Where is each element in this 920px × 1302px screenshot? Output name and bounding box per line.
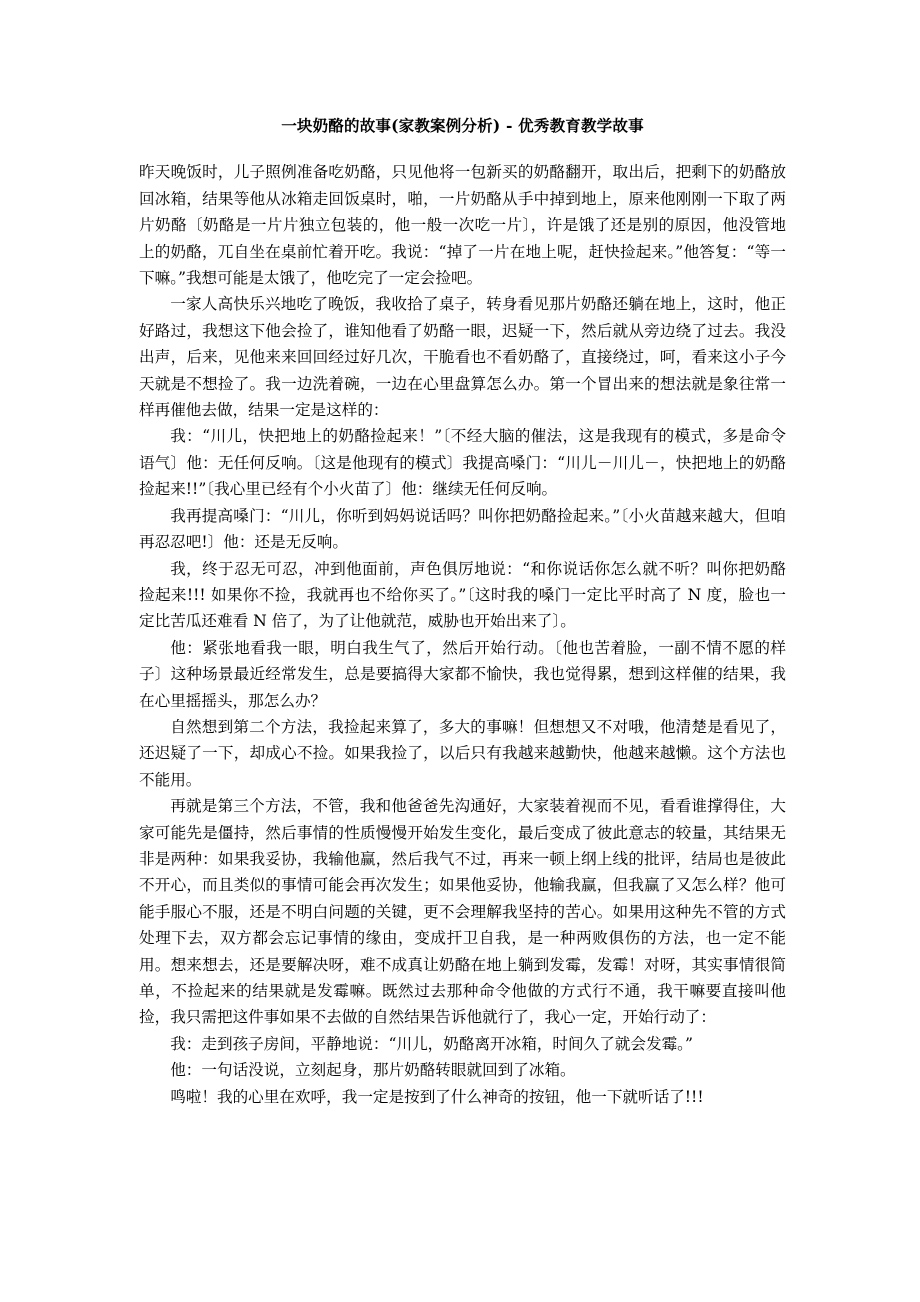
paragraph: 昨天晚饭时，儿子照例准备吃奶酪，只见他将一包新买的奶酪翻开，取出后，把剩下的奶酪放回冰箱，结果等他从冰箱走回饭桌时，啪，一片奶酪从手中掉到地上，原来他刚刚一下取了两片奶酪〔奶酪是一片片独立包装的，他一般一次吃一片〕，许是饿了还是别的原因，他没管地上的奶酪，兀自坐在桌前忙着开吃。我说：“掉了一片在地上呢，赶快捡起来。”他答复：“等一下嘛。”我想可能是太饿了，他吃完了一定会捡吧。 (139, 163, 786, 288)
paragraph-list (139, 159, 786, 1110)
paragraph: 一家人高快乐兴地吃了晚饭，我收拾了桌子，转身看见那片奶酪还躺在地上，这时，他正好路过，我想这下他会捡了，谁知他看了奶酪一眼，迟疑一下，然后就从旁边绕了过去。我没出声，后来，见他来来回回经过好几次，干脆看也不看奶酪了，直接绕过，呵，看来这小子今天就是不想捡了。我一边洗着碗，一边在心里盘算怎么办。第一个冒出来的想法就是象往常一样再催他去做，结果一定是这样的： (139, 295, 786, 420)
paragraph: 他：紧张地看我一眼，明白我生气了，然后开始行动。〔他也苦着脸，一副不情不愿的样子〕这种场景最近经常发生，总是要搞得大家都不愉快，我也觉得累，想到这样催的结果，我在心里摇摇头，那怎么办？ (139, 638, 786, 710)
paragraph: 我再提高嗓门：“川儿，你听到妈妈说话吗？叫你把奶酪捡起来。”〔小火苗越来越大，但咱再忍忍吧!〕他：还是无反响。 (139, 506, 786, 552)
page-title: 一块奶酪的故事(家教案例分析) - 优秀教育教学故事 (281, 116, 644, 135)
paragraph: 再就是第三个方法，不管，我和他爸爸先沟通好，大家装着视而不见，看看谁撑得住，大家可能先是僵持，然后事情的性质慢慢开始发生变化，最后变成了彼此意志的较量，其结果无非是两种：如果我妥协，我输他赢，然后我气不过，再来一顿上纲上线的批评，结局也是彼此不开心，而且类似的事情可能会再次发生；如果他妥协，他输我赢，但我赢了又怎么样？他可能手服心不服，还是不明白问题的关键，更不会理解我坚持的苦心。如果用这种先不管的方式处理下去，双方都会忘记事情的缘由，变成扞卫自我，是一种两败俱伤的方法，也一定不能用。想来想去，还是要解决呀，难不成真让奶酪在地上躺到发霉，发霉！对呀，其实事情很简单，不捡起来的结果就是发霉嘛。既然过去那种命令他做的方式行不通，我干嘛要直接叫他捡，我只需把这件事如果不去做的自然结果告诉他就行了，我心一定，开始行动了： (139, 797, 786, 1027)
paragraph: 我：“川儿，快把地上的奶酪捡起来！”〔不经大脑的催法，这是我现有的模式，多是命令语气〕他：无任何反响。〔这是他现有的模式〕我提高嗓门：“川儿－川儿－，快把地上的奶酪捡起来!!”〔我心里已经有个小火苗了〕他：继续无任何反响。 (139, 427, 786, 499)
paragraph: 他：一句话没说，立刻起身，那片奶酪转眼就回到了冰箱。 (170, 1061, 576, 1080)
paragraph: 我：走到孩子房间，平静地说：“川儿，奶酪离开冰箱，时间久了就会发霉。” (170, 1034, 693, 1053)
paragraph: 鸣啦！我的心里在欢呼，我一定是按到了什么神奇的按钮，他一下就听话了!!! (170, 1087, 704, 1106)
document-body (139, 113, 786, 1110)
paragraph: 自然想到第二个方法，我捡起来算了，多大的事嘛！但想想又不对哦，他清楚是看见了，还迟疑了一下，却成心不捡。如果我捡了，以后只有我越来越勤快，他越来越懒。这个方法也不能用。 (139, 717, 786, 789)
paragraph: 我，终于忍无可忍，冲到他面前，声色俱厉地说：“和你说话你怎么就不听？叫你把奶酪捡起来!!! 如果你不捡，我就再也不给你买了。”〔这时我的嗓门一定比平时高了 N 度，脸也一定比苦瓜还难看 N 倍了，为了让他就范，威胁也开始出来了〕。 (139, 559, 786, 631)
